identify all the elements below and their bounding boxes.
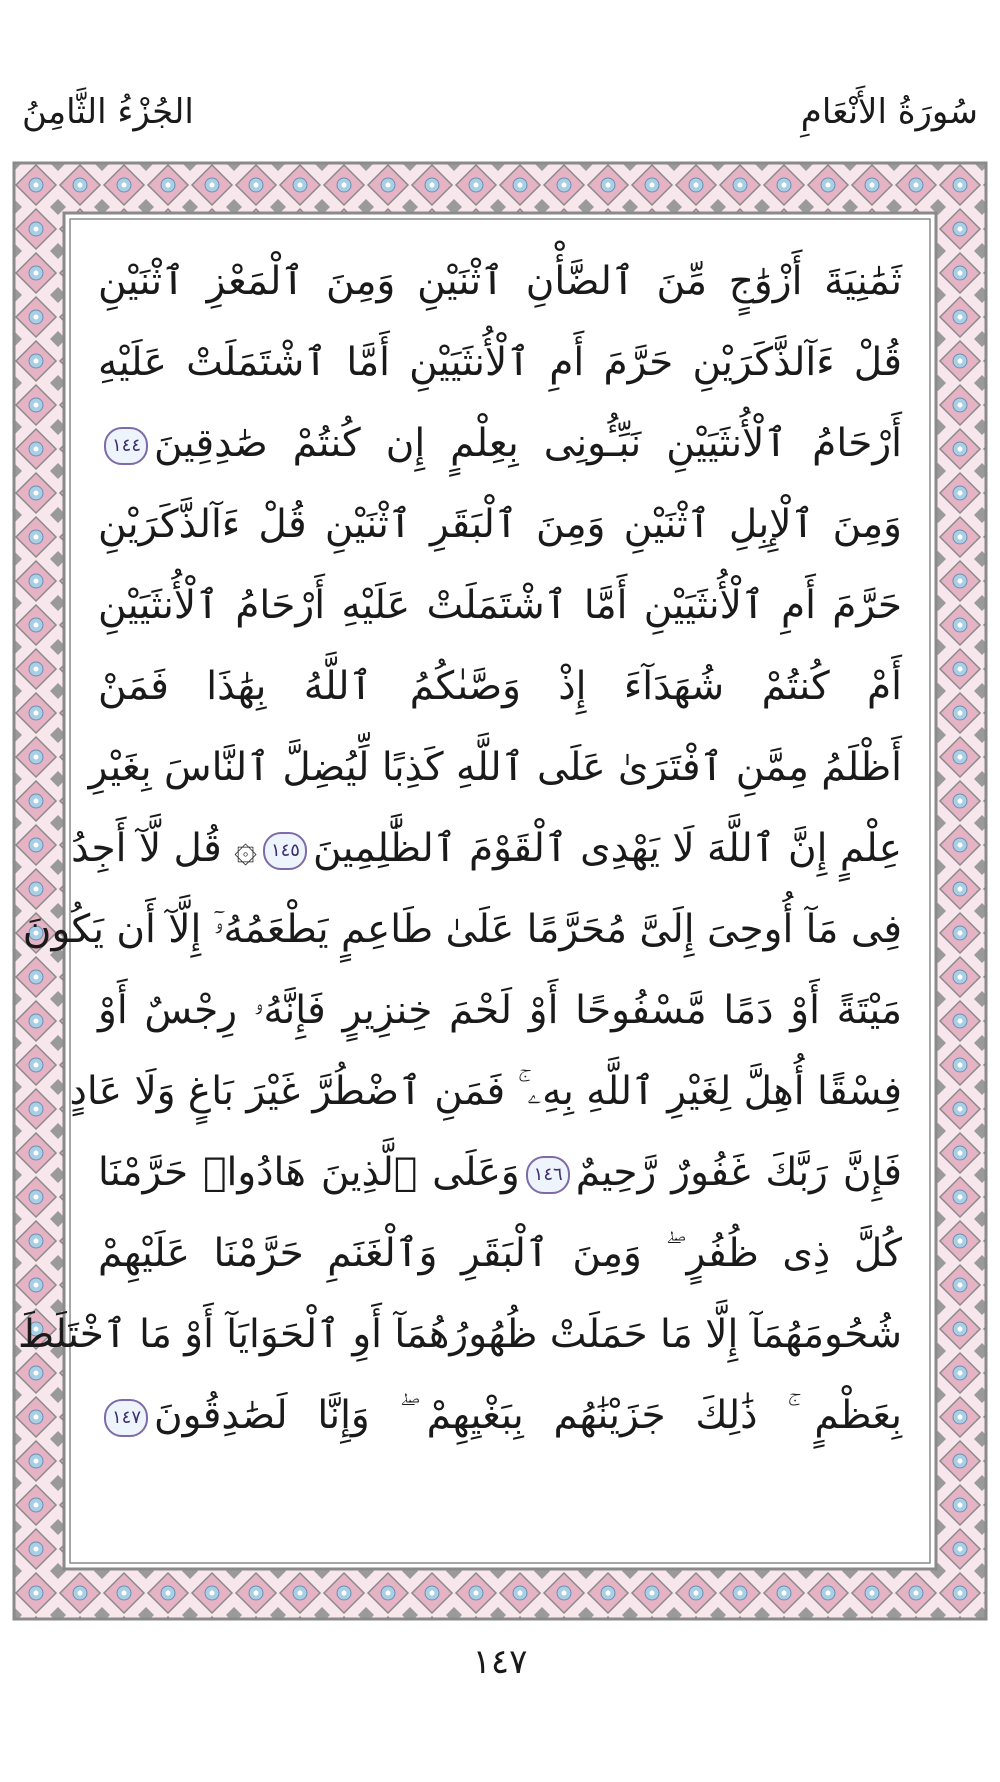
text-line-2	[98, 322, 902, 403]
line-text: حَرَّمَ أَمِ ٱلْأُنثَيَيْنِ أَمَّا ٱشْتَمَلَتْ عَلَيْهِ أَرْحَامُ ٱلْأُنثَيَيْنِ	[98, 583, 902, 628]
text-line-3	[98, 403, 902, 484]
text-line-11	[69, 1051, 902, 1132]
text-line-1	[98, 241, 902, 322]
surah-title: سُورَةُ الأَنْعَامِ	[800, 92, 978, 132]
ayah-number-marker: ١٤٥	[263, 832, 307, 870]
ayah-number-marker: ١٤٦	[526, 1156, 570, 1194]
line-text: فِى مَآ أُوحِىَ إِلَىَّ مُحَرَّمًا عَلَىٰ طَاعِمٍ يَطْعَمُهُۥٓ إِلَّآ أَن يَكُونَ	[22, 907, 902, 952]
line-text: أَظْلَمُ مِمَّنِ ٱفْتَرَىٰ عَلَى ٱللَّهِ كَذِبًا لِّيُضِلَّ ٱلنَّاسَ بِغَيْرِ	[88, 745, 902, 790]
line-text: مَيْتَةً أَوْ دَمًا مَّسْفُوحًا أَوْ لَحْمَ خِنزِيرٍ فَإِنَّهُۥ رِجْسٌ أَوْ	[98, 988, 902, 1033]
text-line-12	[98, 1132, 902, 1213]
page-number: ١٤٧	[472, 1642, 528, 1682]
text-line-5	[98, 565, 902, 646]
verse-text-area	[18, 231, 918, 1551]
line-text: أَرْحَامُ ٱلْأُنثَيَيْنِ نَبِّـُٔونِى بِعِلْمٍ إِن كُنتُمْ صَٰدِقِينَ	[154, 421, 902, 466]
text-line-9	[22, 889, 902, 970]
text-line-10	[98, 970, 902, 1051]
line-text-after: وَعَلَى ٱلَّذِينَ هَادُوا۟ حَرَّمْنَا	[98, 1150, 520, 1195]
line-text: قُلْ ءَآلذَّكَرَيْنِ حَرَّمَ أَمِ ٱلْأُنثَيَيْنِ أَمَّا ٱشْتَمَلَتْ عَلَيْهِ	[98, 340, 902, 385]
page-frame	[14, 163, 986, 1619]
line-text: كُلَّ ذِى ظُفُرٍ ۖ وَمِنَ ٱلْبَقَرِ وَٱلْغَنَمِ حَرَّمْنَا عَلَيْهِمْ	[98, 1231, 902, 1276]
line-text: وَمِنَ ٱلْإِبِلِ ٱثْنَيْنِ وَمِنَ ٱلْبَقَرِ ٱثْنَيْنِ قُلْ ءَآلذَّكَرَيْنِ	[98, 502, 902, 547]
line-text: عِلْمٍ إِنَّ ٱللَّهَ لَا يَهْدِى ٱلْقَوْمَ ٱلظَّٰلِمِينَ	[312, 826, 902, 871]
line-text: ثَمَٰنِيَةَ أَزْوَٰجٍ مِّنَ ٱلضَّأْنِ ٱثْنَيْنِ وَمِنَ ٱلْمَعْزِ ٱثْنَيْنِ	[98, 259, 902, 304]
text-line-14	[18, 1294, 902, 1375]
ayah-number-marker: ١٤٤	[104, 427, 148, 465]
line-text-after: ۞ قُل لَّآ أَجِدُ	[71, 826, 257, 871]
line-text: شُحُومَهُمَآ إِلَّا مَا حَمَلَتْ ظُهُورُهُمَآ أَوِ ٱلْحَوَايَآ أَوْ مَا ٱخْتَلَطَ	[18, 1312, 902, 1357]
juz-title: الجُزْءُ الثَّامِنُ	[22, 92, 194, 132]
line-text: أَمْ كُنتُمْ شُهَدَآءَ إِذْ وَصَّىٰكُمُ ٱللَّهُ بِهَٰذَا فَمَنْ	[98, 664, 902, 709]
text-line-6	[98, 646, 902, 727]
text-line-13	[98, 1213, 902, 1294]
text-line-15	[98, 1375, 902, 1456]
text-line-4	[98, 484, 902, 565]
page-header	[22, 92, 978, 146]
text-line-8	[71, 808, 902, 889]
text-line-7	[88, 727, 902, 808]
line-text: فَإِنَّ رَبَّكَ غَفُورٌ رَّحِيمٌ	[575, 1150, 902, 1195]
line-text: بِعَظْمٍ ۚ ذَٰلِكَ جَزَيْنَٰهُم بِبَغْيِهِمْ ۖ وَإِنَّا لَصَٰدِقُونَ	[154, 1393, 902, 1438]
ayah-number-marker: ١٤٧	[104, 1399, 148, 1437]
line-text: فِسْقًا أُهِلَّ لِغَيْرِ ٱللَّهِ بِهِۦ ۚ فَمَنِ ٱضْطُرَّ غَيْرَ بَاغٍ وَلَا عَادٍ	[69, 1069, 902, 1114]
